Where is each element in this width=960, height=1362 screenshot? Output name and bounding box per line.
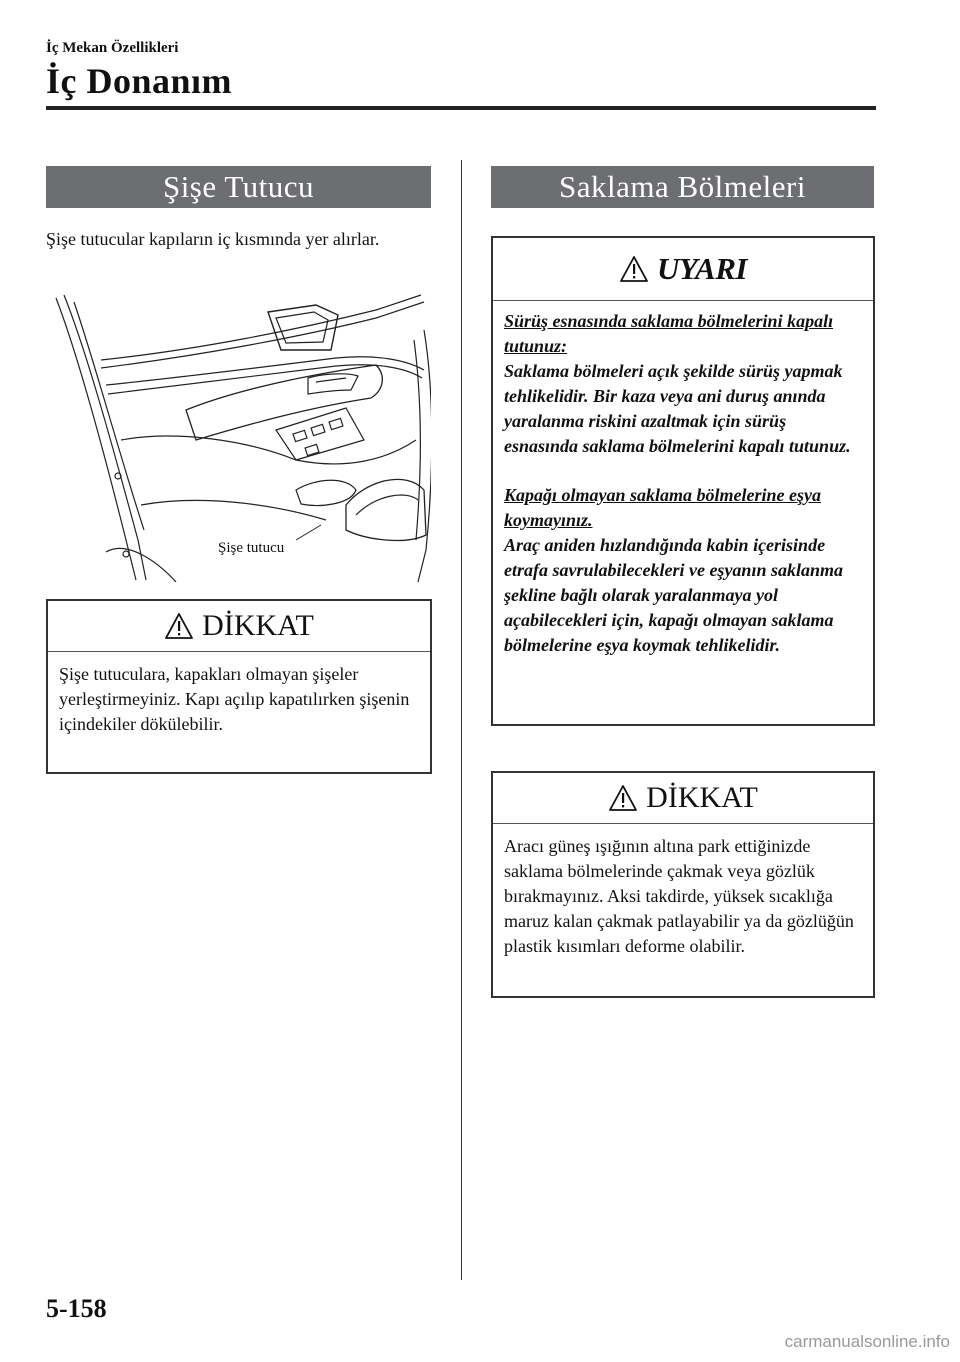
warning-item2-text: Araç aniden hızlandığında kabin içerisinde etrafa savrulabilecekleri ve eşyanın saklanma şekline bağlı olarak yaralanmaya yol açabilecekleri için, kapağı olmayan saklama bölmelerine eşya koymak tehlikelidir.: [504, 535, 843, 655]
warning-item1-heading: Sürüş esnasında saklama bölmelerini kapalı tutunuz:: [504, 311, 834, 356]
warning-body: [493, 301, 873, 670]
warning-title: UYARI: [657, 251, 747, 286]
page-number: 5-158: [46, 1294, 107, 1323]
section-heading-bottle-holder: Şişe Tutucu: [46, 166, 431, 208]
warning-box-storage: [491, 236, 875, 726]
chapter-title: İç Donanım: [46, 61, 233, 101]
door-illustration: [46, 290, 431, 582]
caution-title: DİKKAT: [202, 609, 314, 642]
column-divider: [461, 160, 462, 1280]
warning-item2-heading: Kapağı olmayan saklama bölmelerine eşya koymayınız.: [504, 485, 821, 530]
caution-box-storage: [491, 771, 875, 998]
warning-item1-text: Saklama bölmeleri açık şekilde sürüş yapmak tehlikelidir. Bir kaza veya ani duruş anında yaralanma riskini azaltmak için sürüş esnasında saklama bölmelerini kapalı tutunuz.: [504, 361, 851, 456]
caution-text: Şişe tutuculara, kapakları olmayan şişeler yerleştirmeyiniz. Kapı açılıp kapatılırken şişenin içindekiler dökülebilir.: [59, 664, 410, 734]
breadcrumb: İç Mekan Özellikleri: [46, 40, 179, 56]
warning-triangle-icon: [164, 612, 194, 640]
watermark: carmanualsonline.info: [784, 1332, 950, 1351]
caution-title: DİKKAT: [646, 781, 758, 814]
caution-header: [493, 773, 873, 824]
section-heading-storage: Saklama Bölmeleri: [491, 166, 874, 208]
warning-header: [493, 238, 873, 301]
caution-box-bottle-holder: [46, 599, 432, 774]
figure-callout-bottle-holder: Şişe tutucu: [218, 540, 285, 556]
caution-text: Aracı güneş ışığının altına park ettiğinizde saklama bölmelerinde çakmak veya gözlük bırakmayınız. Aksi takdirde, yüksek sıcaklığa maruz kalan çakmak patlayabilir ya da gözlüğün plastik kısımları deforme olabilir.: [504, 836, 854, 956]
bottle-holder-intro: Şişe tutucular kapıların iç kısmında yer alırlar.: [46, 229, 380, 249]
header-rule: [46, 106, 876, 110]
warning-triangle-icon: [608, 784, 638, 812]
caution-header: [48, 601, 430, 652]
warning-triangle-icon: [619, 255, 649, 283]
